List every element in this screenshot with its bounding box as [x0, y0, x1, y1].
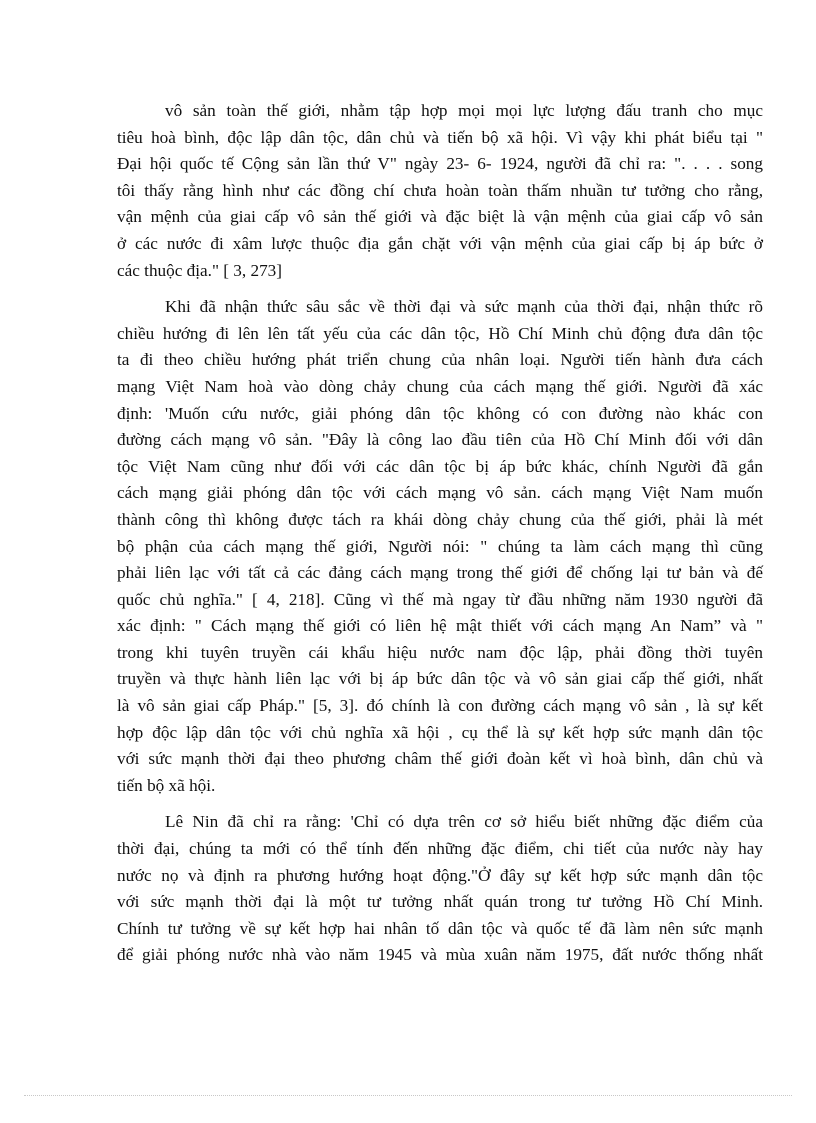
text-line: Chính tư tưởng về sự kết hợp hai nhân tố dân tộc và quốc tế đã làm nên sức mạnh — [117, 918, 763, 938]
text-line: để giải phóng nước nhà vào năm 1945 và mùa xuân năm 1975, đất nước thống nhất — [117, 945, 763, 965]
text-line: vô sản toàn thế giới, nhằm tập hợp mọi mọi lực lượng đấu tranh cho mục — [165, 101, 763, 120]
text-line: với sức mạnh thời đại theo phương châm thế giới đoàn kết vì hoà bình, dân chủ và — [117, 749, 763, 769]
paragraph-spacer — [117, 799, 763, 809]
text-line: hợp độc lập dân tộc với chủ nghĩa xã hội , cụ thể là sự kết hợp sức mạnh dân tộc — [117, 722, 763, 742]
text-line: phải liên lạc với tất cả các đảng cách mạng trong thế giới để chống lại tư bản và đế — [117, 563, 763, 583]
text-line: tộc Việt Nam cũng như đối với các dân tộc bị áp bức khác, chính Người đã gắn — [117, 456, 763, 476]
text-line: là vô sản giai cấp Pháp." [5, 3]. đó chính là con đường cách mạng vô sản , là sự kết — [117, 696, 763, 716]
text-line: vận mệnh của giai cấp vô sản thế giới và đặc biệt là vận mệnh của giai cấp vô sản — [117, 207, 763, 227]
text-line: Đại hội quốc tế Cộng sản lần thứ V" ngày 23- 6- 1924, người đã chỉ ra: ". . . . song — [117, 154, 763, 174]
text-line: thời đại, chúng ta mới có thể tính đến những đặc điểm, chi tiết của nước này hay — [117, 839, 763, 859]
text-line: Lê Nin đã chỉ ra rằng: 'Chỉ có dựa trên cơ sở hiểu biết những đặc điểm của — [165, 812, 763, 832]
text-line: tiêu hoà bình, độc lập dân tộc, dân chủ và tiến bộ xã hội. Vì vậy khi phát biểu tại " — [117, 127, 763, 147]
text-line: các thuộc địa." [ 3, 273] — [117, 260, 282, 280]
text-line: thành công thì không được tách ra khái dòng chảy chung của thế giới, phải là mét — [117, 509, 763, 529]
text-line: ở các nước đi xâm lược thuộc địa gắn chặt với vận mệnh của giai cấp bị áp bức ở — [117, 233, 763, 253]
text-line: xác định: " Cách mạng thế giới có liên hệ mật thiết với cách mạng An Nam” và " — [117, 616, 763, 636]
text-line: trong khi tuyên truyền cái khẩu hiệu nước nam độc lập, phải đồng thời tuyên — [117, 642, 763, 662]
text-line: truyền và thực hành liên lạc với bị áp bức dân tộc và vô sản giai cấp thế giới, nhất — [117, 669, 763, 689]
text-line: ta đi theo chiều hướng phát triển chung của nhân loại. Người tiến hành đưa cách — [117, 350, 763, 370]
text-line: định: 'Muốn cứu nước, giải phóng dân tộc không có con đường nào khác con — [117, 403, 763, 423]
paragraph-1 — [117, 98, 763, 284]
paragraph-2 — [117, 294, 763, 799]
text-line: mạng Việt Nam hoà vào dòng chảy chung của cách mạng thế giới. Người đã xác — [117, 376, 763, 396]
text-line: tiến bộ xã hội. — [117, 775, 216, 795]
text-line: Khi đã nhận thức sâu sắc về thời đại và sức mạnh của thời đại, nhận thức rõ — [165, 297, 763, 317]
text-line: quốc chủ nghĩa." [ 4, 218]. Cũng vì thế mà ngay từ đầu những năm 1930 người đã — [117, 589, 763, 609]
text-line: với sức mạnh thời đại là một tư tưởng nhất quán trong tư tưởng Hồ Chí Minh. — [117, 892, 763, 912]
document-page — [117, 98, 763, 969]
text-line: bộ phận của cách mạng thế giới, Người nói: " chúng ta làm cách mạng thì cũng — [117, 536, 763, 556]
page-bottom-divider — [24, 1095, 792, 1096]
text-line: chiều hướng đi lên lên tất yếu của các dân tộc, Hồ Chí Minh chủ động đưa dân tộc — [117, 323, 763, 343]
text-line: tôi thấy rằng hình như các đồng chí chưa hoàn toàn thấm nhuần tư tưởng cho rằng, — [117, 180, 763, 200]
text-line: cách mạng giải phóng dân tộc với cách mạng vô sản. cách mạng Việt Nam muốn — [117, 483, 763, 503]
paragraph-3 — [117, 809, 763, 969]
text-line: đường cách mạng vô sản. "Đây là công lao đầu tiên của Hồ Chí Minh đối với dân — [117, 430, 763, 450]
text-line: nước nọ và định ra phương hướng hoạt động."Ở đây sự kết hợp sức mạnh dân tộc — [117, 865, 763, 885]
paragraph-spacer — [117, 284, 763, 294]
